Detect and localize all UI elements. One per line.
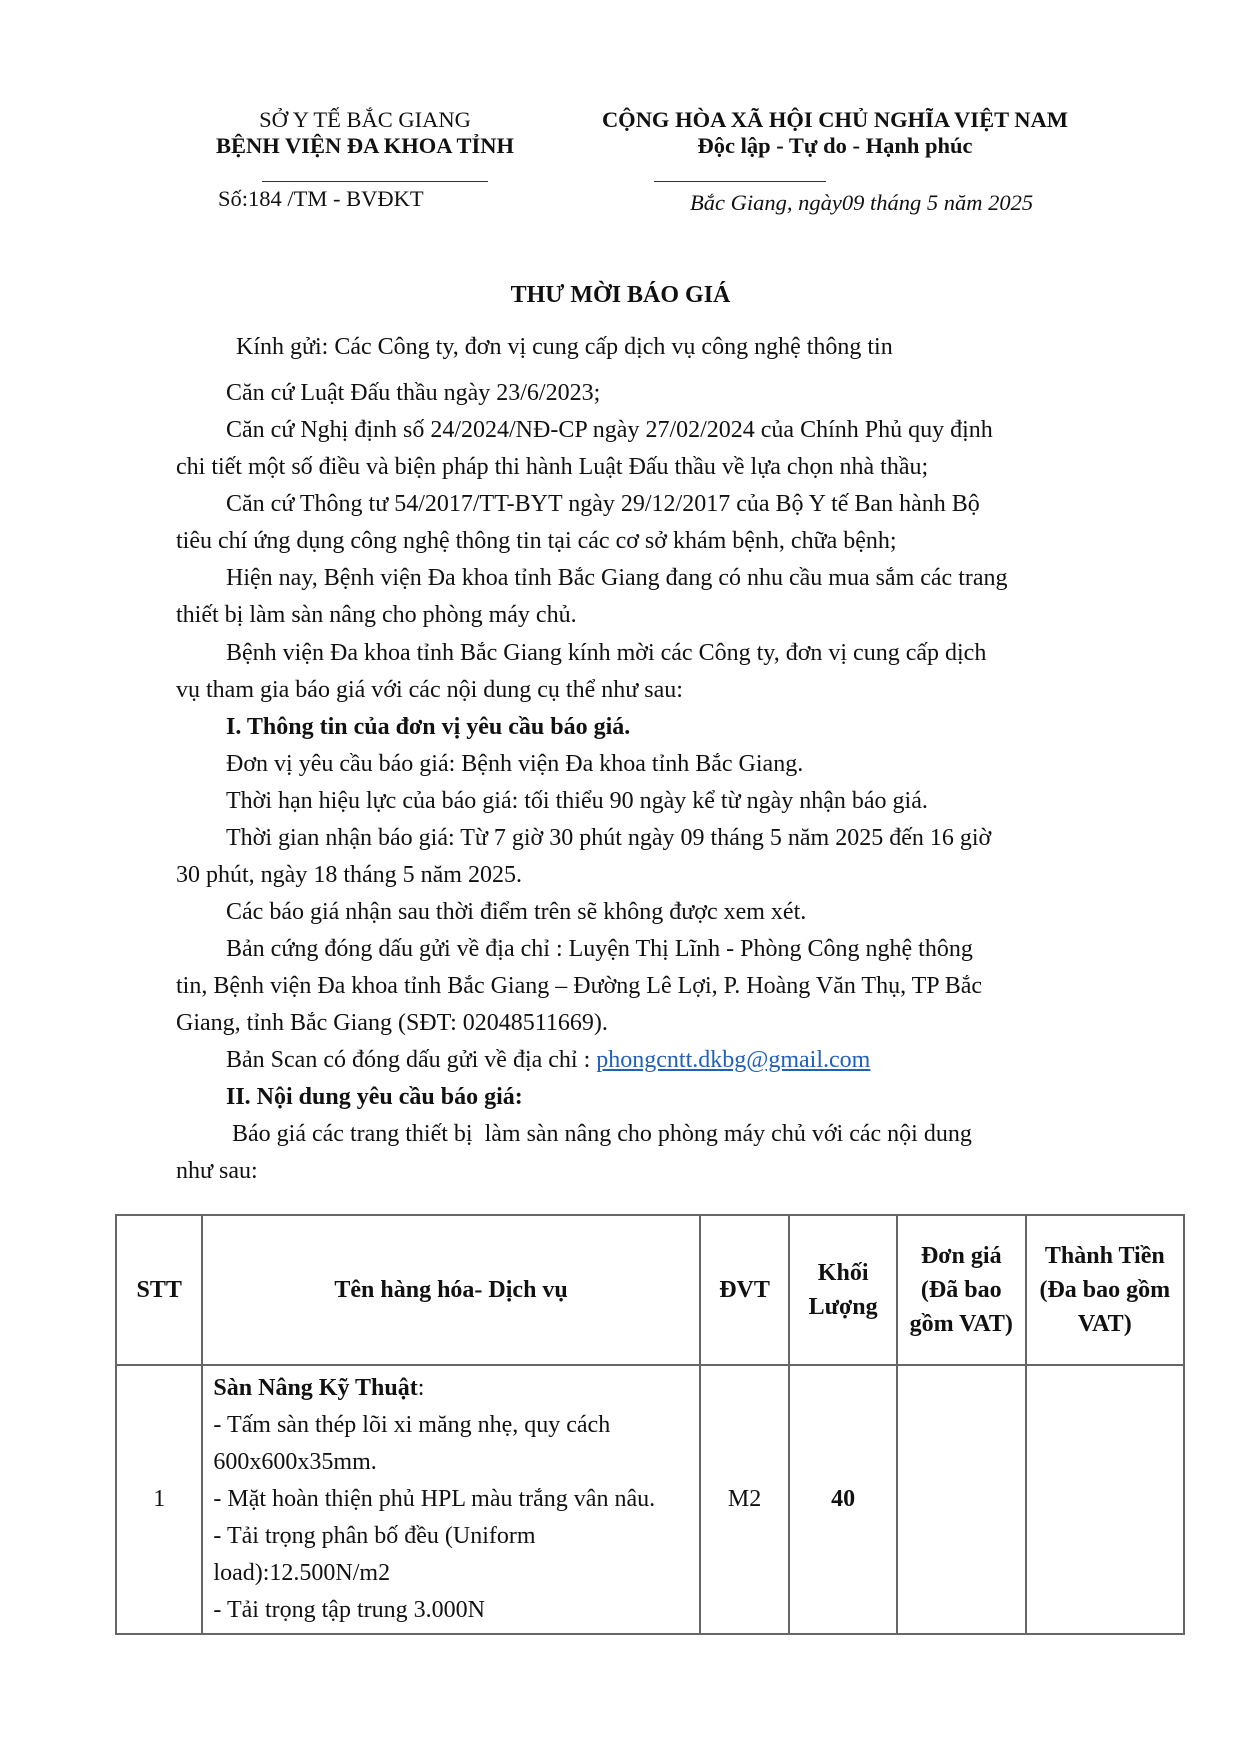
quotation-table [115, 1214, 1185, 1635]
email-link[interactable]: phongcntt.dkbg@gmail.com [596, 1047, 871, 1073]
header-item-name: Tên hàng hóa- Dịch vụ [202, 1215, 699, 1365]
national-title: CỘNG HÒA XÃ HỘI CHỦ NGHĨA VIỆT NAM [601, 107, 1069, 132]
header-stt: STT [116, 1215, 202, 1365]
table-header-row [116, 1215, 1184, 1365]
item-spec-line: - Tấm sàn thép lõi xi măng nhẹ, quy cách [213, 1412, 611, 1438]
scan-address-label: Bản Scan có đóng dấu gửi về địa chỉ : [226, 1047, 597, 1073]
national-motto: Độc lập - Tự do - Hạnh phúc [697, 133, 973, 158]
paragraph-line: Căn cứ Nghị định số 24/2024/NĐ-CP ngày 27/02/2024 của Chính Phủ quy định [226, 417, 993, 443]
cell-total [1026, 1365, 1184, 1634]
section-1-heading: I. Thông tin của đơn vị yêu cầu báo giá. [226, 714, 631, 740]
section-1-line: Bản cứng đóng dấu gửi về địa chỉ : Luyện Thị Lĩnh - Phòng Công nghệ thông [226, 936, 973, 962]
paragraph-line: chi tiết một số điều và biện pháp thi hành Luật Đấu thầu về lựa chọn nhà thầu; [176, 454, 929, 480]
cell-unit-price [897, 1365, 1026, 1634]
section-1-line: Thời gian nhận báo giá: Từ 7 giờ 30 phút ngày 09 tháng 5 năm 2025 đến 16 giờ [226, 825, 992, 851]
document-title: THƯ MỜI BÁO GIÁ [510, 282, 731, 308]
paragraph-line: vụ tham gia báo giá với các nội dung cụ thể như sau: [176, 677, 683, 703]
paragraph-line: tiêu chí ứng dụng công nghệ thông tin tại các cơ sở khám bệnh, chữa bệnh; [176, 528, 897, 554]
document-number: Số:184 /TM - BVĐKT [218, 186, 424, 211]
item-title-line [213, 1370, 688, 1407]
left-header-underline [262, 181, 488, 182]
item-title-colon: : [417, 1375, 425, 1401]
paragraph-line: Hiện nay, Bệnh viện Đa khoa tỉnh Bắc Giang đang có nhu cầu mua sắm các trang [226, 565, 1008, 591]
header-quantity: Khối Lượng [789, 1215, 897, 1365]
paragraph-line: Căn cứ Thông tư 54/2017/TT-BYT ngày 29/12/2017 của Bộ Y tế Ban hành Bộ [226, 491, 980, 517]
department-name: SỞ Y TẾ BẮC GIANG [259, 107, 471, 132]
paragraph-line: thiết bị làm sàn nâng cho phòng máy chủ. [176, 602, 577, 628]
cell-unit: M2 [700, 1365, 790, 1634]
scan-address-line [226, 1047, 870, 1074]
document-date: Bắc Giang, ngày09 tháng 5 năm 2025 [690, 190, 1034, 215]
cell-item-name [202, 1365, 699, 1634]
item-spec-line: 600x600x35mm. [213, 1449, 377, 1475]
section-1-line: Các báo giá nhận sau thời điểm trên sẽ không được xem xét. [226, 899, 807, 925]
section-1-line: Thời hạn hiệu lực của báo giá: tối thiểu 90 ngày kể từ ngày nhận báo giá. [226, 788, 928, 814]
item-spec-line: - Tải trọng tập trung 3.000N [213, 1597, 485, 1623]
right-header-underline [654, 181, 826, 182]
header-unit: ĐVT [700, 1215, 790, 1365]
section-1-line: tin, Bệnh viện Đa khoa tỉnh Bắc Giang – Đường Lê Lợi, P. Hoàng Văn Thụ, TP Bắc [176, 973, 983, 999]
section-1-line: Giang, tỉnh Bắc Giang (SĐT: 02048511669). [176, 1010, 608, 1036]
recipient-line: Kính gửi: Các Công ty, đơn vị cung cấp dịch vụ công nghệ thông tin [236, 334, 893, 360]
paragraph-line: Căn cứ Luật Đấu thầu ngày 23/6/2023; [226, 380, 601, 406]
header-total: Thành Tiền (Đa bao gồm VAT) [1026, 1215, 1184, 1365]
item-spec-line: load):12.500N/m2 [213, 1560, 391, 1586]
section-2-intro-continued: như sau: [176, 1158, 258, 1184]
table-row [116, 1365, 1184, 1634]
hospital-name: BỆNH VIỆN ĐA KHOA TỈNH [216, 133, 514, 158]
header-unit-price: Đơn giá (Đã bao gồm VAT) [897, 1215, 1026, 1365]
section-1-line: Đơn vị yêu cầu báo giá: Bệnh viện Đa khoa tỉnh Bắc Giang. [226, 751, 804, 777]
item-spec-line: - Tải trọng phân bố đều (Uniform [213, 1523, 536, 1549]
item-title: Sàn Nâng Kỹ Thuật [213, 1375, 418, 1401]
item-spec-line: - Mặt hoàn thiện phủ HPL màu trắng vân nâu. [213, 1486, 656, 1512]
cell-quantity: 40 [789, 1365, 897, 1634]
paragraph-line: Bệnh viện Đa khoa tỉnh Bắc Giang kính mời các Công ty, đơn vị cung cấp dịch [226, 640, 987, 666]
section-1-line: 30 phút, ngày 18 tháng 5 năm 2025. [176, 862, 522, 888]
section-2-heading: II. Nội dung yêu cầu báo giá: [226, 1084, 523, 1110]
cell-stt: 1 [116, 1365, 202, 1634]
section-2-intro: Báo giá các trang thiết bị làm sàn nâng cho phòng máy chủ với các nội dung [226, 1121, 972, 1147]
